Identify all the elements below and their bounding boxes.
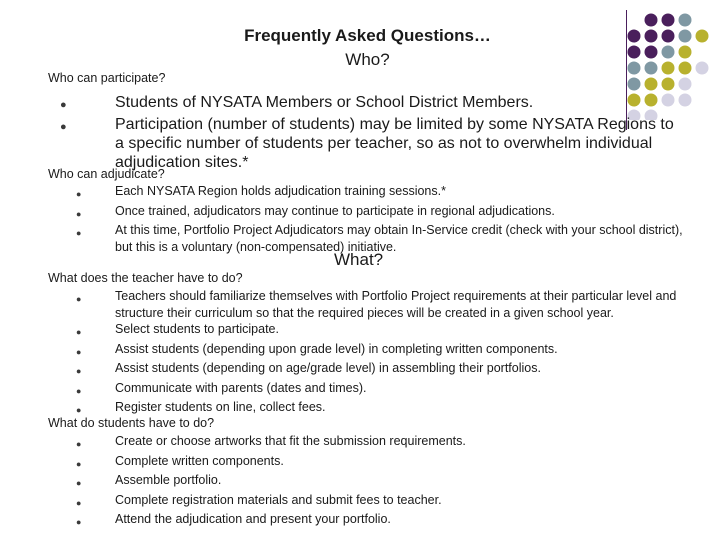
who-participate-heading: Who can participate? xyxy=(48,71,166,85)
list-item-text: Assist students (depending on age/grade level) in assembling their portfolios. xyxy=(115,361,541,375)
list-item xyxy=(76,288,685,321)
dot xyxy=(679,78,692,91)
teacher-heading: What does the teacher have to do? xyxy=(48,271,243,285)
bullet-icon: ● xyxy=(76,458,82,469)
bullet-icon: ● xyxy=(76,366,82,376)
list-item-text: Participation (number of students) may be limited by some NYSATA Regions to a specific number of students per teacher, so as not to overwhelm individual adjudication sites.* xyxy=(115,116,674,171)
list-item xyxy=(76,433,685,453)
list-item-text: Attend the adjudication and present your portfolio. xyxy=(115,512,391,526)
list-item xyxy=(76,321,685,341)
list-item xyxy=(76,203,685,223)
list-item-text: At this time, Portfolio Project Adjudicators may obtain In-Service credit (check with your school district), but this is a voluntary (non-compensated) initiative. xyxy=(115,223,683,254)
dot xyxy=(679,14,692,27)
dot xyxy=(662,14,675,27)
list-item xyxy=(76,380,685,400)
bullet-icon: ● xyxy=(76,208,82,219)
list-item-text: Complete registration materials and submit fees to teacher. xyxy=(115,492,442,507)
page-title: Frequently Asked Questions… xyxy=(244,26,491,45)
list-item-text: Complete written components. xyxy=(115,453,284,468)
students-list xyxy=(76,433,685,531)
list-item xyxy=(60,93,685,115)
list-item xyxy=(76,453,685,473)
list-item xyxy=(76,472,685,492)
list-item xyxy=(60,115,685,172)
bullet-icon: ● xyxy=(76,517,82,527)
bullet-icon: ● xyxy=(76,228,82,238)
list-item-text: Assist students (depending upon grade level) in completing written components. xyxy=(115,341,558,356)
list-item xyxy=(76,360,685,380)
bullet-icon: ● xyxy=(76,189,82,199)
who-participate-list xyxy=(60,93,685,172)
dot xyxy=(662,78,675,91)
list-item xyxy=(76,183,685,203)
students-heading: What do students have to do? xyxy=(48,416,215,430)
list-item-text: Communicate with parents (dates and times). xyxy=(115,380,367,395)
bullet-icon: ● xyxy=(76,294,82,304)
list-item-text: Each NYSATA Region holds adjudication training sessions.* xyxy=(115,184,446,198)
list-item xyxy=(76,492,685,512)
bullet-icon: ● xyxy=(76,439,82,449)
list-item-text: Select students to participate. xyxy=(115,322,279,336)
bullet-icon: ● xyxy=(76,385,82,396)
page-subtitle-who: Who? xyxy=(345,50,390,69)
list-item-text: Register students on line, collect fees. xyxy=(115,400,326,414)
bullet-icon: ● xyxy=(76,497,82,508)
list-item-text: Students of NYSATA Members or School District Members. xyxy=(115,94,534,111)
dot-row-5 xyxy=(628,78,692,91)
list-item-text: Create or choose artworks that fit the submission requirements. xyxy=(115,434,466,448)
bullet-icon: ● xyxy=(76,405,82,415)
dot xyxy=(645,78,658,91)
bullet-icon: ● xyxy=(76,478,82,488)
list-item xyxy=(76,341,685,361)
dot-row-1 xyxy=(645,14,692,27)
section-heading-what: What? xyxy=(334,250,384,269)
who-adjudicate-heading: Who can adjudicate? xyxy=(48,167,165,181)
list-item-text: Once trained, adjudicators may continue to participate in regional adjudications. xyxy=(115,203,555,218)
who-adjudicate-list xyxy=(76,183,685,255)
dot xyxy=(628,78,641,91)
bullet-icon: ● xyxy=(76,346,82,357)
bullet-icon: ● xyxy=(60,99,67,111)
dot xyxy=(645,14,658,27)
teacher-list xyxy=(76,288,685,419)
list-item xyxy=(76,511,685,531)
bullet-icon: ● xyxy=(76,327,82,337)
list-item-text: Teachers should familiarize themselves with Portfolio Project requirements at their particular level and structure their curriculum so that the required pieces will be created in a given school year. xyxy=(115,289,677,320)
bullet-icon: ● xyxy=(60,121,67,133)
list-item-text: Assemble portfolio. xyxy=(115,473,222,487)
